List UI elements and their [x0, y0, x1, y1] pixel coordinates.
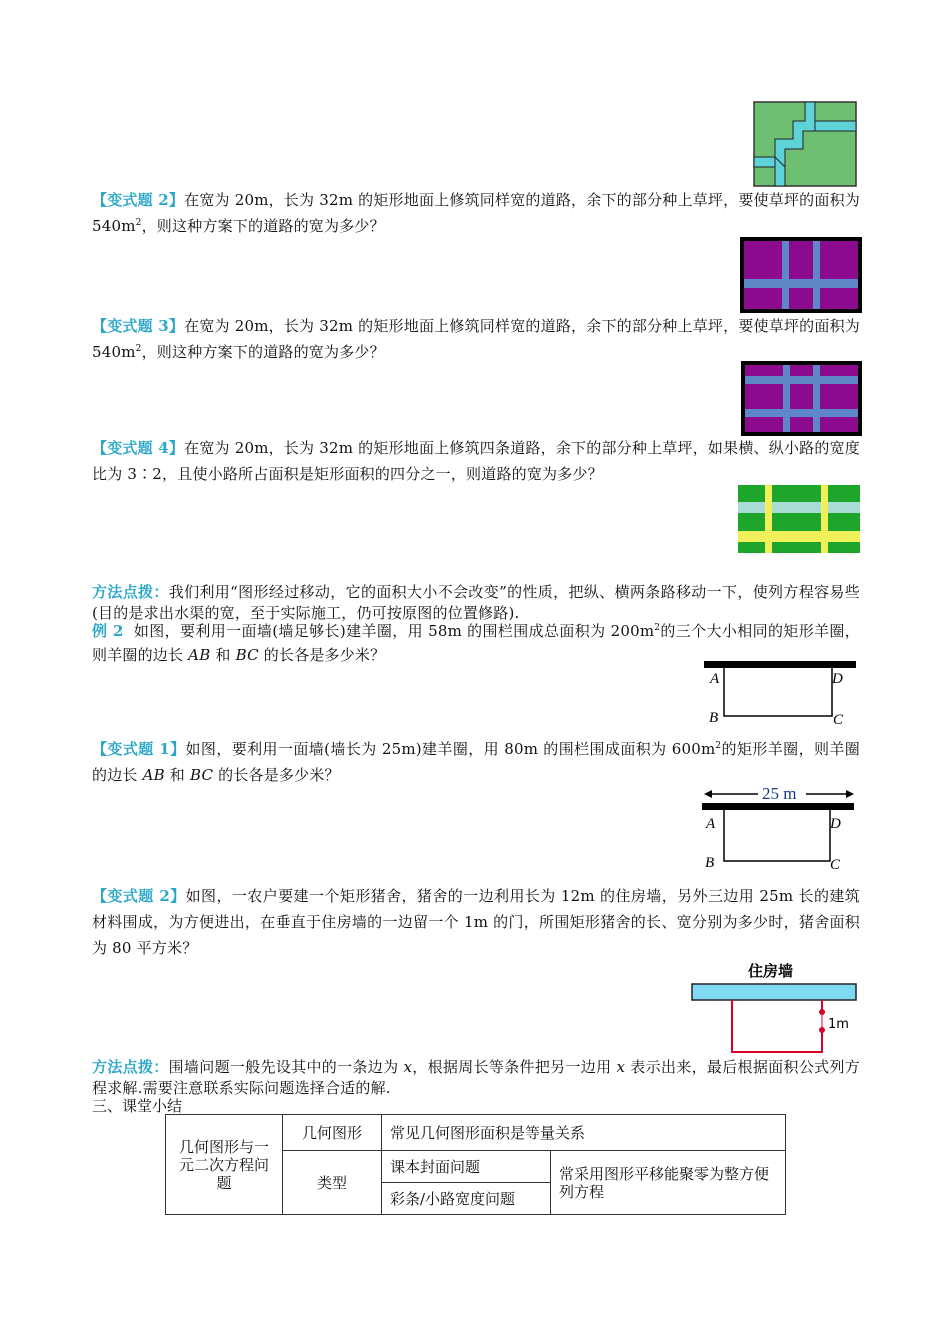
tip-label: 方法点拨： — [92, 1058, 169, 1076]
problem-text: 如图，一农户要建一个矩形猪舍，猪舍的一边利用长为 12m 的住房墙，另外三边用 25m 长的建筑材料围成，为方便进出，在垂直于住房墙的一边留一个 1m 的门，所围矩形猪舍的长、宽分别为多少时，猪舍面积为 80 平方米？ — [92, 887, 860, 957]
point-a: A — [710, 671, 720, 687]
problem-text: 在宽为 20m，长为 32m 的矩形地面上修筑同样宽的道路，余下的部分种上草坪，要使草坪的面积为 540m — [92, 317, 861, 361]
method-tip-1 — [92, 582, 860, 624]
variant-4-problem — [92, 435, 860, 487]
problem-text: 在宽为 20m，长为 32m 的矩形地面上修筑同样宽的道路，余下的部分种上草坪，要使草坪的面积为 540m — [92, 191, 861, 235]
grid-road-figure — [741, 361, 862, 436]
summary-table — [165, 1114, 786, 1215]
variant-label: 【变式题 3】 — [92, 317, 185, 335]
variant-label: 【变式题 1】 — [92, 740, 186, 758]
cross-road-figure — [740, 237, 862, 313]
pigpen-figure — [690, 960, 860, 1060]
note-cell: 常采用图形平移能聚零为整方便列方程 — [551, 1151, 786, 1215]
section-heading: 三、课堂小结 — [92, 1097, 183, 1115]
house-wall-label: 住房墙 — [748, 962, 794, 980]
geometry-head-cell: 几何图形 — [283, 1115, 382, 1151]
geometry-body-cell: 常见几何图形面积是等量关系 — [382, 1115, 786, 1151]
problem-text: 的三个大小相同的矩形羊圈，则羊圈的边长 — [92, 622, 860, 664]
stripe-road-figure — [738, 485, 860, 553]
type-cover-cell: 课本封面问题 — [382, 1151, 551, 1183]
point-d: D — [832, 671, 843, 687]
door-width-label: 1m — [828, 1017, 849, 1032]
superscript: 2 — [135, 218, 142, 228]
problem-tail: ，则这种方案下的道路的宽为多少？ — [141, 217, 385, 235]
variable-x: x — [616, 1058, 626, 1076]
point-d: D — [830, 816, 841, 832]
variant-1b-problem — [92, 736, 860, 788]
variant-label: 【变式题 2】 — [92, 191, 185, 209]
point-b: B — [709, 710, 719, 726]
point-a: A — [706, 816, 716, 832]
example-label: 例 2 — [92, 622, 124, 640]
variant-3-problem — [92, 313, 860, 365]
pen-25m-figure — [702, 783, 858, 873]
problem-text: 如图，要利用一面墙(墙足够长)建羊圈，用 58m 的围栏围成总面积为 200m — [133, 622, 655, 640]
topic-cell: 几何图形与一元二次方程问题 — [166, 1115, 283, 1215]
segment-bc: BC — [235, 646, 259, 664]
winding-road-figure — [753, 101, 857, 187]
problem-tail: ，则这种方案下的道路的宽为多少？ — [141, 343, 385, 361]
variant-2b-problem — [92, 883, 860, 961]
type-head-cell: 类型 — [283, 1151, 382, 1215]
dimension-label: 25 m — [762, 784, 797, 803]
problem-tail: 的长各是多少米？ — [213, 766, 340, 784]
method-tip-2 — [92, 1057, 860, 1099]
point-b: B — [705, 855, 715, 871]
conjunction: 和 — [164, 766, 190, 784]
tip-text: 我们利用“图形经过移动，它的面积大小不会改变”的性质，把纵、横两条路移动一下，使列方程容易些(目的是求出水渠的宽，至于实际施工，仍可按原图的位置修路). — [92, 583, 860, 622]
problem-text: 的矩形羊圈，则羊圈的边长 — [92, 740, 860, 784]
pen-figure — [704, 658, 858, 730]
problem-text: 在宽为 20m，长为 32m 的矩形地面上修筑四条道路，余下的部分种上草坪，如果横、纵小路的宽度比为 3∶2，且使小路所占面积是矩形面积的四分之一，则道路的宽为多少？ — [92, 439, 861, 483]
problem-tail: 的长各是多少米？ — [258, 646, 386, 664]
type-stripe-cell: 彩条/小路宽度问题 — [382, 1183, 551, 1215]
conjunction: 和 — [210, 646, 236, 664]
point-c: C — [833, 712, 844, 728]
variable-x: x — [403, 1058, 413, 1076]
problem-text: 如图，要利用一面墙(墙长为 25m)建羊圈，用 80m 的围栏围成面积为 600m — [185, 740, 716, 758]
superscript: 2 — [135, 344, 142, 354]
tip-text: ，根据周长等条件把另一边用 — [412, 1058, 617, 1076]
variant-label: 【变式题 4】 — [92, 439, 185, 457]
variant-label: 【变式题 2】 — [92, 887, 186, 905]
superscript: 2 — [654, 623, 661, 633]
segment-ab: AB — [188, 646, 211, 664]
tip-text: 表示出来，最后根据面积公式列方程求解.需要注意联系实际问题选择合适的解. — [92, 1058, 860, 1097]
variant-2-problem — [92, 187, 860, 239]
tip-label: 方法点拨： — [92, 583, 169, 601]
segment-ab: AB — [142, 766, 165, 784]
superscript: 2 — [715, 741, 722, 751]
point-c: C — [830, 857, 841, 873]
tip-text: 围墙问题一般先设其中的一条边为 — [168, 1058, 404, 1076]
segment-bc: BC — [189, 766, 214, 784]
